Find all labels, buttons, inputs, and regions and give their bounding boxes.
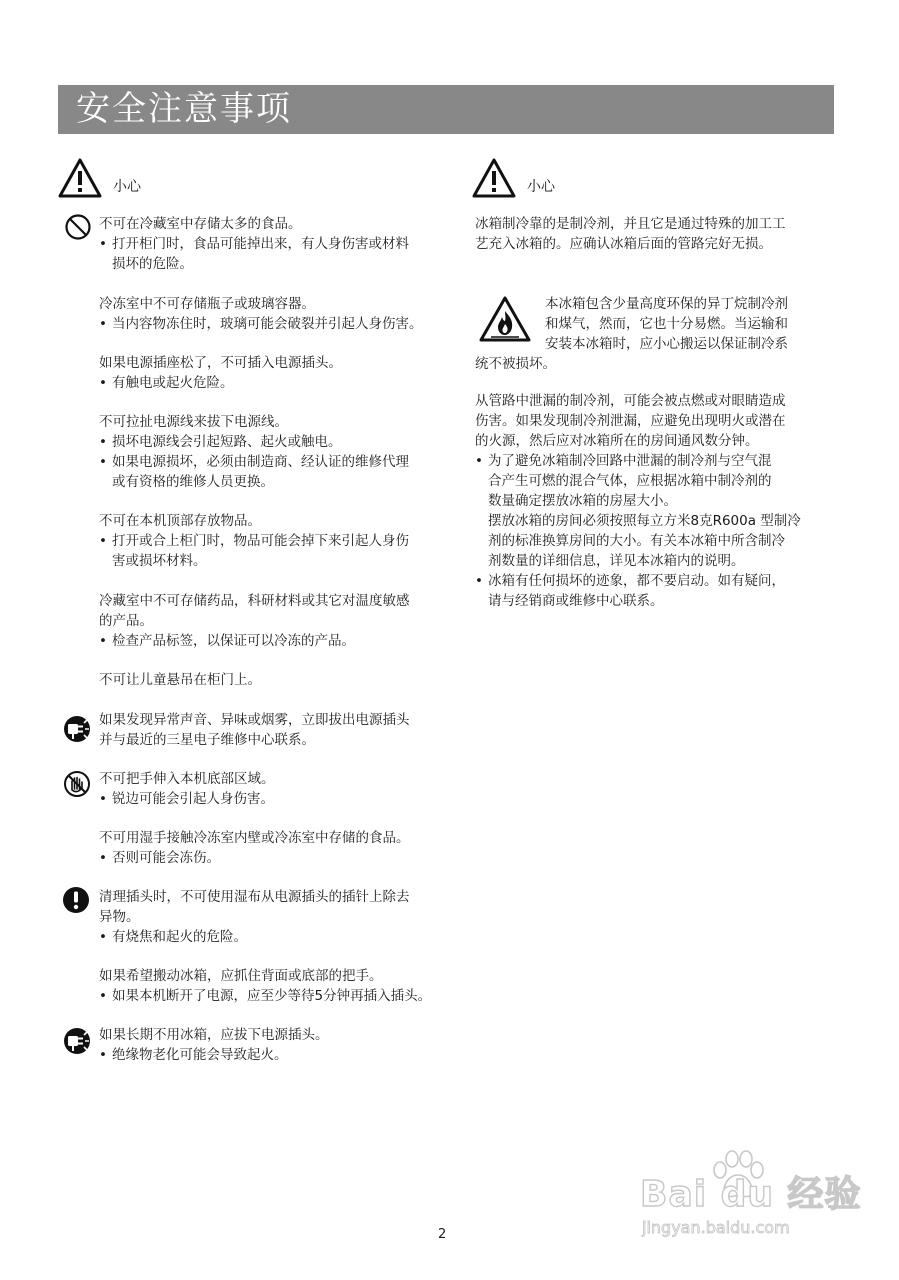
text-line: 伤害。如果发现制冷剂泄漏，应避免出现明火或潜在 [475, 413, 786, 429]
bullet-continuation: 摆放冰箱的房间必须按照每立方米8克R600a 型制冷 [488, 513, 801, 529]
warning-triangle-icon [472, 158, 516, 198]
unplug-section-1 [99, 710, 449, 750]
text-line: 安装本冰箱时，应小心搬运以保证制冷系 [545, 336, 788, 352]
bullet-continuation: 剂的标准换算房间的大小。有关本冰箱中所含制冷 [488, 533, 785, 549]
caution-label: 小心 [113, 179, 141, 195]
text-line: 和煤气，然而，它也十分易燃。当运输和 [545, 316, 788, 332]
page-number: 2 [438, 1227, 447, 1242]
spacer [99, 274, 449, 294]
text-line: 冷冻室中不可存储瓶子或玻璃容器。 [99, 296, 315, 312]
prohibited-icon [64, 213, 92, 241]
bullet-line: • 损坏电源线会引起短路、起火或触电。 [99, 432, 449, 452]
page-title: 安全注意事项 [76, 89, 292, 129]
watermark-url: jingyan.baidu.com [642, 1218, 790, 1237]
bullet-line: • 有触电或起火危险。 [99, 373, 449, 393]
bullet-line: • 有烧焦和起火的危险。 [99, 927, 449, 947]
no-hand-icon [63, 770, 91, 798]
spacer [99, 947, 449, 966]
caution-label: 小心 [527, 179, 555, 195]
bullet-line: • 冰箱有任何损坏的迹象，都不要启动。如有疑问， [475, 571, 835, 591]
watermark-brand: Bai du 经验 [640, 1174, 862, 1215]
text-line: 本冰箱包含少量高度环保的异丁烷制冷剂 [545, 296, 788, 312]
text-line: 清理插头时，不可使用湿布从电源插头的插针上除去 [99, 889, 410, 905]
bullet-continuation: 损坏的危险。 [112, 256, 193, 272]
bullet-line: • 如果电源损坏，必须由制造商、经认证的维修代理 [99, 452, 449, 472]
title-bar [58, 85, 834, 134]
mandatory-section [99, 887, 449, 1006]
bullet-continuation: 合产生可燃的混合气体，应根据冰箱中制冷剂的 [488, 473, 772, 489]
text-line: 异物。 [99, 909, 140, 925]
text-line: 艺充入冰箱的。应确认冰箱后面的管路完好无损。 [475, 236, 772, 252]
warning-triangle-icon [58, 158, 102, 198]
leak-section [475, 391, 835, 611]
bullet-line: • 检查产品标签，以保证可以冷冻的产品。 [99, 631, 449, 651]
text-line: 不可在冷藏室中存储太多的食品。 [99, 216, 302, 232]
text-line: 并与最近的三星电子维修中心联系。 [99, 732, 315, 748]
text-line: 不可把手伸入本机底部区域。 [99, 771, 275, 787]
spacer [99, 809, 449, 828]
text-line: 冷藏室中不可存储药品，科研材料或其它对温度敏感 [99, 593, 410, 609]
bullet-continuation: 或有资格的维修人员更换。 [112, 474, 274, 490]
text-line: 不可用湿手接触冷冻室内壁或冷冻室中存储的食品。 [99, 830, 410, 846]
mandatory-icon [62, 886, 90, 914]
unplug-section-2 [99, 1025, 449, 1065]
spacer [99, 571, 449, 591]
text-line: 从管路中泄漏的制冷剂，可能会被点燃或对眼睛造成 [475, 393, 786, 409]
flammable-section [475, 294, 835, 374]
bullet-line: • 为了避免冰箱制冷回路中泄漏的制冷剂与空气混 [475, 451, 835, 471]
bullet-continuation: 害或损坏材料。 [112, 553, 207, 569]
text-line: 如果长期不用冰箱，应拔下电源插头。 [99, 1027, 329, 1043]
spacer [99, 492, 449, 511]
bullet-line: • 绝缘物老化可能会导致起火。 [99, 1045, 449, 1065]
text-line: 如果电源插座松了，不可插入电源插头。 [99, 355, 342, 371]
text-line: 如果发现异常声音、异味或烟雾，立即拔出电源插头 [99, 712, 410, 728]
unplug-icon [63, 715, 91, 743]
caution-header-right [472, 158, 592, 202]
text-line: 统不被损坏。 [475, 356, 556, 372]
text-line: 不可拉扯电源线来拔下电源线。 [99, 414, 288, 430]
text-line: 如果希望搬动冰箱，应抓住背面或底部的把手。 [99, 968, 383, 984]
caution-header-left [58, 158, 178, 202]
refrigerant-intro [475, 214, 835, 254]
text-line: 的产品。 [99, 613, 153, 629]
spacer [99, 393, 449, 412]
bullet-continuation: 请与经销商或维修中心联系。 [488, 593, 664, 609]
bullet-line: • 如果本机断开了电源，应至少等待5分钟再插入插头。 [99, 986, 449, 1006]
bullet-line: • 锐边可能会引起人身伤害。 [99, 789, 449, 809]
spacer [99, 651, 449, 670]
bullet-line: • 打开柜门时，食品可能掉出来，有人身伤害或材料 [99, 234, 449, 254]
bullet-line: • 打开或合上柜门时，物品可能会掉下来引起人身伤 [99, 531, 449, 551]
text-line: 不可让儿童悬吊在柜门上。 [99, 672, 261, 688]
spacer [99, 334, 449, 353]
text-line: 的火源，然后应对冰箱所在的房间通风数分钟。 [475, 433, 759, 449]
prohibited-section [99, 214, 449, 690]
text-line: 不可在本机顶部存放物品。 [99, 513, 261, 529]
unplug-icon [63, 1027, 91, 1055]
bullet-line: • 否则可能会冻伤。 [99, 848, 449, 868]
bullet-line: • 当内容物冻住时，玻璃可能会破裂并引起人身伤害。 [99, 314, 449, 334]
text-line: 冰箱制冷靠的是制冷剂，并且它是通过特殊的加工工 [475, 216, 786, 232]
bullet-continuation: 剂数量的详细信息，详见本冰箱内的说明。 [488, 553, 745, 569]
no-hand-section [99, 769, 449, 868]
bullet-continuation: 数量确定摆放冰箱的房屋大小。 [488, 493, 677, 509]
